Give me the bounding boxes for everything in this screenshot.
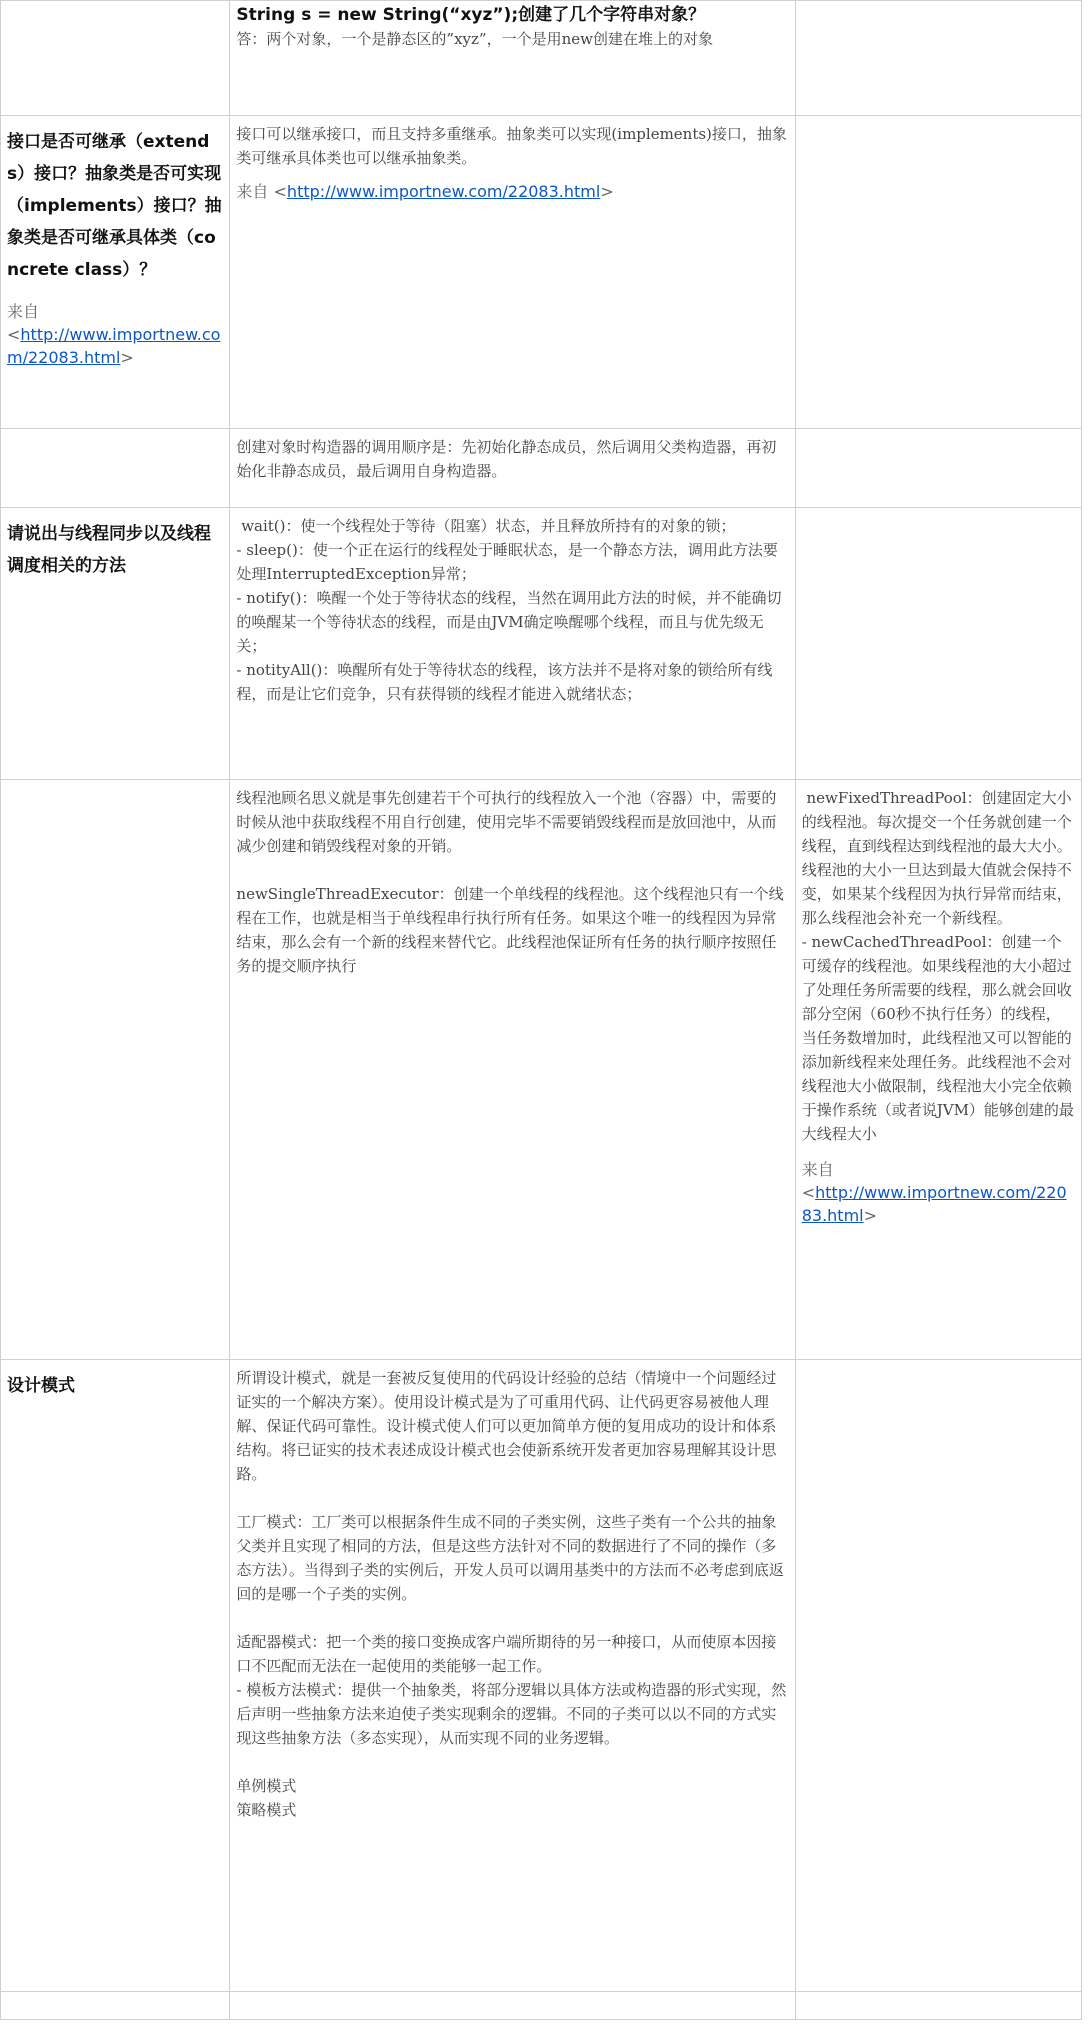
- source-link[interactable]: http://www.importnew.com/22083.html: [7, 325, 221, 367]
- answer-cell: [230, 508, 795, 780]
- extra-cell: [795, 429, 1081, 508]
- table-row: [1, 508, 1082, 780]
- source-reference: 来自 <http://www.importnew.com/22083.html>: [7, 302, 221, 367]
- answer-text: wait()：使一个线程处于等待（阻塞）状态，并且释放所持有的对象的锁； - sleep()：使一个正在运行的线程处于睡眠状态，是一个静态方法，调用此方法要处理InterruptedException异常； - notify()：唤醒一个处于等待状态的线程，当然在调用此方法的时候，并不能确切的唤醒某一个等待状态的线程，而是由JVM确定唤醒哪个线程，而且与优先级无关； - notityAll()：唤醒所有处于等待状态的线程，该方法并不是将对象的锁给所有线程，而是让它们竞争，只有获得锁的线程才能进入就绪状态；: [236, 517, 782, 703]
- extra-text: newFixedThreadPool：创建固定大小的线程池。每次提交一个任务就创建一个线程，直到线程达到线程池的最大大小。线程池的大小一旦达到最大值就会保持不变，如果某个线程因为执行异常而结束，那么线程池会补充一个新线程。 - newCachedThreadPool：创建一个可缓存的线程池。如果线程池的大小超过了处理任务所需要的线程，那么就会回收部分空闲（60秒不执行任务）的线程，当任务数增加时，此线程池又可以智能的添加新线程来处理任务。此线程池不会对线程池大小做限制，线程池大小完全依赖于操作系统（或者说JVM）能够创建的最大线程大小: [801, 789, 1074, 1143]
- table-row: [1, 116, 1082, 429]
- answer-text: 创建对象时构造器的调用顺序是：先初始化静态成员，然后调用父类构造器，再初始化非静态成员，最后调用自身构造器。: [236, 438, 777, 480]
- answer-source-link[interactable]: http://www.importnew.com/22083.html: [286, 182, 601, 201]
- table-row: [1, 1, 1082, 116]
- extra-cell: [795, 116, 1081, 429]
- answer-cell: [230, 429, 795, 508]
- extra-cell: [795, 1992, 1081, 2020]
- answer-cell: [230, 1, 795, 116]
- answer-cell: [230, 1360, 795, 1992]
- table-row: [1, 780, 1082, 1360]
- answer-text: 接口可以继承接口，而且支持多重继承。抽象类可以实现(implements)接口，抽象类可继承具体类也可以继承抽象类。: [236, 125, 787, 167]
- question-cell: [1, 1360, 230, 1992]
- answer-cell: [230, 1992, 795, 2020]
- table-row: [1, 1360, 1082, 1992]
- question-cell: [1, 780, 230, 1360]
- question-title: 接口是否可继承（extends）接口？抽象类是否可实现（implements）接口？抽象类是否可继承具体类（concrete class）？: [7, 132, 222, 280]
- question-cell: [1, 508, 230, 780]
- answer-source-reference: 来自 <http://www.importnew.com/22083.html>: [236, 182, 614, 201]
- answer-cell: [230, 780, 795, 1360]
- answer-cell: [230, 116, 795, 429]
- extra-cell: [795, 1360, 1081, 1992]
- extra-cell: [795, 780, 1081, 1360]
- answer-text: 线程池顾名思义就是事先创建若干个可执行的线程放入一个池（容器）中，需要的时候从池中获取线程不用自行创建，使用完毕不需要销毁线程而是放回池中，从而减少创建和销毁线程对象的开销。 newSingleThreadExecutor：创建一个单线程的线程池。这个线程池只有一个线程在工作，也就是相当于单线程串行执行所有任务。如果这个唯一的线程因为异常结束，那么会有一个新的线程来替代它。此线程池保证所有任务的执行顺序按照任务的提交顺序执行: [236, 789, 784, 975]
- question-text: String s = new String(“xyz”);创建了几个字符串对象？: [236, 5, 706, 25]
- question-cell: [1, 429, 230, 508]
- question-cell: [1, 1, 230, 116]
- extra-cell: [795, 508, 1081, 780]
- question-title: 设计模式: [7, 1376, 75, 1396]
- extra-source-reference: 来自 <http://www.importnew.com/22083.html>: [801, 1160, 1067, 1225]
- question-title: 请说出与线程同步以及线程调度相关的方法: [7, 524, 211, 576]
- table-row: [1, 1992, 1082, 2020]
- extra-source-link[interactable]: http://www.importnew.com/22083.html: [801, 1183, 1067, 1225]
- answer-text: 答：两个对象，一个是静态区的”xyz”，一个是用new创建在堆上的对象: [236, 30, 713, 48]
- question-cell: [1, 1992, 230, 2020]
- extra-cell: [795, 1, 1081, 116]
- question-cell: [1, 116, 230, 429]
- answer-text: 所谓设计模式，就是一套被反复使用的代码设计经验的总结（情境中一个问题经过证实的一个解决方案）。使用设计模式是为了可重用代码、让代码更容易被他人理解、保证代码可靠性。设计模式使人们可以更加简单方便的复用成功的设计和体系结构。将已证实的技术表述成设计模式也会使新系统开发者更加容易理解其设计思路。 工厂模式：工厂类可以根据条件生成不同的子类实例，这些子类有一个公共的抽象父类并且实现了相同的方法，但是这些方法针对不同的数据进行了不同的操作（多态方法）。当得到子类的实例后，开发人员可以调用基类中的方法而不必考虑到底返回的是哪一个子类的实例。 适配器模式：把一个类的接口变换成客户端所期待的另一种接口，从而使原本因接口不匹配而无法在一起使用的类能够一起工作。 - 模板方法模式：提供一个抽象类，将部分逻辑以具体方法或构造器的形式实现，然后声明一些抽象方法来迫使子类实现剩余的逻辑。不同的子类可以以不同的方式实现这些抽象方法（多态实现），从而实现不同的业务逻辑。 单例模式 策略模式: [236, 1369, 787, 1819]
- table-row: [1, 429, 1082, 508]
